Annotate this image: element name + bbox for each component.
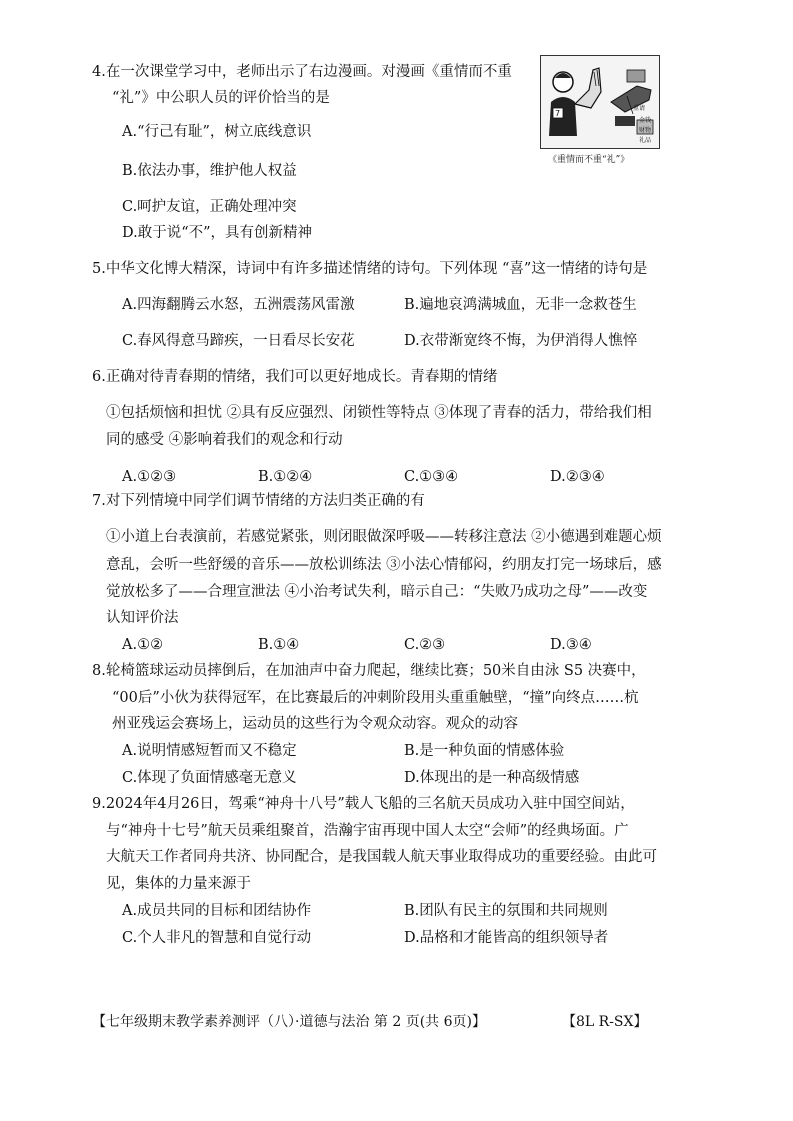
- question-9-option-b: B.团队有民主的氛围和共同规则: [404, 903, 608, 919]
- question-7-body-line2: 意乱，会听一些舒缓的音乐——放松训练法 ③小法心情郁闷，约朋友打完一场球后，感: [106, 557, 662, 573]
- question-7-stem: 7.对下列情境中同学们调节情绪的方法归类正确的有: [92, 493, 425, 509]
- question-6-body-line1: ①包括烦恼和担忧 ②具有反应强烈、闭锁性等特点 ③体现了青春的活力，带给我们相: [106, 405, 652, 421]
- question-8-stem-line3: 州亚残运会赛场上，运动员的这些行为令观众动容。观众的动容: [112, 716, 518, 732]
- question-9-option-d: D.品格和才能皆高的组织领导者: [404, 930, 609, 946]
- question-8-option-b: B.是一种负面的情感体验: [404, 743, 565, 759]
- question-9-option-a: A.成员共同的目标和团结协作: [122, 903, 312, 919]
- question-4-option-c: C.呵护友谊，正确处理冲突: [122, 199, 297, 215]
- question-6-stem: 6.正确对待青春期的情绪，我们可以更好地成长。青春期的情绪: [92, 369, 498, 385]
- cartoon-label-3: 财物: [639, 127, 652, 134]
- cartoon-caption: 《重情而不重“礼”》: [548, 155, 630, 165]
- question-5-option-b: B.遍地哀鸿满城血，无非一念救苍生: [404, 297, 637, 313]
- question-5-option-c: C.春风得意马蹄疾，一日看尽长安花: [122, 333, 355, 349]
- question-9-stem-line3: 大航天工作者同舟共济、协同配合，是我国载人航天事业取得成功的重要经验。由此可: [106, 849, 657, 865]
- cartoon-label-1: 重请: [633, 105, 646, 112]
- cartoon-badge: 7: [555, 109, 561, 118]
- question-6-option-a: A.①②③: [122, 469, 177, 485]
- question-6-option-c: C.①③④: [404, 469, 459, 485]
- question-7-body-line1: ①小道上台表演前，若感觉紧张，则闭眼做深呼吸——转移注意法 ②小德遇到难题心烦: [106, 529, 662, 545]
- question-9-stem-line4: 见，集体的力量来源于: [106, 876, 251, 892]
- question-6-option-b: B.①②④: [258, 469, 313, 485]
- question-7-option-a: A.①②: [122, 637, 164, 653]
- question-9-stem-line1: 9.2024年4月26日，驾乘“神舟十八号”载人飞船的三名航天员成功入驻中国空间站，: [92, 796, 635, 812]
- question-6-option-d: D.②③④: [550, 469, 605, 485]
- question-4-stem-line2: “礼”》中公职人员的评价恰当的是: [112, 90, 330, 106]
- question-9-stem-line2: 与“神舟十七号”航天员乘组聚首，浩瀚宇宙再现中国人太空“会师”的经典场面。广: [106, 823, 629, 839]
- question-8-stem-line2: “00后”小伙为获得冠军，在比赛最后的冲刺阶段用头重重触壁，“撞”向终点……杭: [112, 690, 639, 706]
- question-4-option-d: D.敢于说“不”，具有创新精神: [122, 225, 313, 241]
- question-7-body-line3: 觉放松多了——合理宣泄法 ④小治考试失利，暗示自己：“失败乃成功之母”——改变: [106, 584, 648, 600]
- question-5-option-d: D.衣带渐宽终不悔，为伊消得人憔悴: [404, 333, 638, 349]
- cartoon-drawing: [541, 56, 659, 148]
- question-7-option-d: D.③④: [550, 637, 592, 653]
- question-8-stem-line1: 8.轮椅篮球运动员摔倒后，在加油声中奋力爬起，继续比赛；50米自由泳 S5 决赛中，: [92, 663, 646, 679]
- question-5-stem: 5.中华文化博大精深，诗词中有许多描述情绪的诗句。下列体现 “喜”这一情绪的诗句是: [92, 261, 648, 277]
- cartoon-label-2: 金钱: [639, 117, 652, 124]
- question-7-option-b: B.①④: [258, 637, 300, 653]
- cartoon-image: [540, 55, 660, 149]
- question-8-option-d: D.体现出的是一种高级情感: [404, 770, 580, 786]
- question-7-body-line4: 认知评价法: [106, 610, 179, 626]
- question-8-option-a: A.说明情感短暂而又不稳定: [122, 743, 297, 759]
- question-4-stem-line1: 4.在一次课堂学习中，老师出示了右边漫画。对漫画《重情而不重: [92, 64, 512, 80]
- question-4-option-a: A.“行己有耻”，树立底线意识: [122, 124, 312, 140]
- cartoon-label-4: 礼品: [639, 137, 652, 144]
- footer-code: 【8L R-SX】: [562, 1014, 648, 1030]
- question-5-option-a: A.四海翻腾云水怒，五洲震荡风雷激: [122, 297, 355, 313]
- question-7-option-c: C.②③: [404, 637, 446, 653]
- question-8-option-c: C.体现了负面情感毫无意义: [122, 770, 297, 786]
- question-6-body-line2: 同的感受 ④影响着我们的观念和行动: [106, 432, 343, 448]
- question-9-option-c: C.个人非凡的智慧和自觉行动: [122, 930, 312, 946]
- footer-page-info: 【七年级期末教学素养测评（八）·道德与法治 第 2 页(共 6页)】: [92, 1014, 486, 1030]
- question-4-option-b: B.依法办事，维护他人权益: [122, 163, 297, 179]
